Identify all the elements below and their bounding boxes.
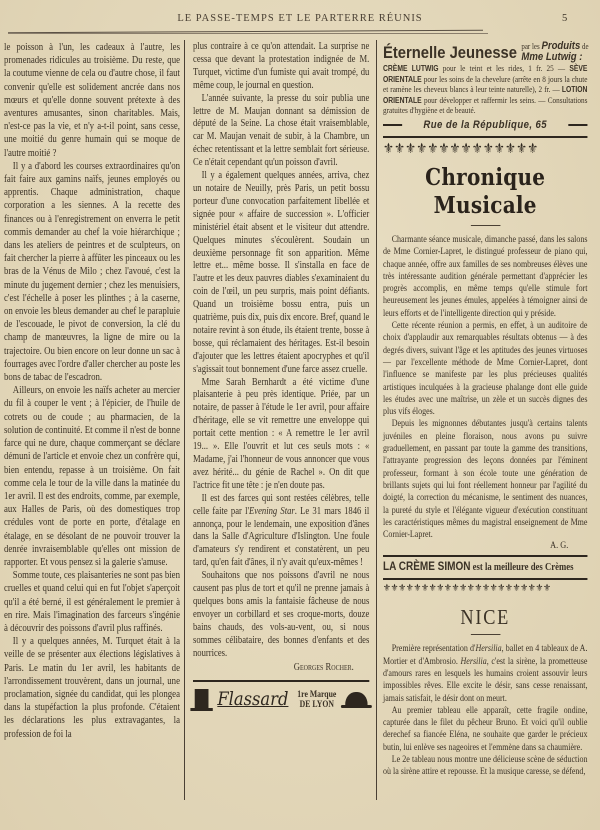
text-run: Première représentation d' [391, 643, 476, 654]
hat-advertisement [193, 682, 369, 716]
italic-title: Evening Star [249, 505, 295, 517]
paragraph [383, 319, 587, 417]
paragraph [383, 753, 587, 778]
text-run: Depuis les mignonnes débutantes jusqu'à certains talents juvéniles en pleine floraison, nous avons pu suivre graduellement, en passant par toute la gamme des transitions, l'attrayante progression des leçons données par l'éminent professeur, formant à son école toute une génération de brillants sujets qui lui font réellement honneur par l'agilité du doigté, la correction du mécanisme, le sentiment des nuances, la pureté du style et l'élégante vigueur d'exécution constituant les caractéristiques mêmes du magistral enseignement de Mme Cornier-Lapret. [383, 418, 588, 540]
chronique-signature: A. G. [550, 541, 569, 552]
product-desc: pour le teint et les rides, 1 fr. 25 — [438, 64, 570, 73]
hat-ad-tagline [297, 689, 336, 709]
page-number: 5 [562, 13, 568, 24]
chronique-body [383, 233, 587, 540]
paragraph [193, 41, 369, 93]
nice-title: NICE [460, 605, 511, 630]
section-rule [383, 578, 587, 580]
article-body [193, 41, 369, 661]
italic-title: Hersilia [475, 643, 502, 654]
column-divider [184, 40, 185, 800]
paragraph [4, 635, 180, 741]
hat-brand-logo: Flassard [217, 687, 289, 710]
hat-ad-line2: DE LYON [299, 699, 334, 710]
chronique-title: Chronique Musicale [425, 163, 546, 219]
product-desc: pour développer et raffermir les seins. — Consultations gratuites d'hygiène et de beauté. [383, 95, 588, 116]
text-run: , ballet en 4 tableaux de A. Mortier et d'Ambrosio. [383, 643, 588, 666]
article-column-1 [4, 41, 180, 741]
simon-slogan: est la meilleure des Crèmes [470, 562, 574, 574]
column-divider [376, 40, 377, 800]
lutwig-advertisement [383, 41, 587, 132]
address-text: Rue de la République, 65 [423, 118, 548, 131]
paragraph [4, 41, 180, 160]
product-name: SÈVE ORIENTALE [383, 64, 588, 84]
section-rule [383, 136, 587, 138]
simon-advertisement [383, 560, 587, 575]
paragraph [4, 569, 180, 635]
text-run: plus contraire à ce qu'on attendait. La surprise ne cessa que devant la protestation indignée de M. Turquet, victime d'un fumiste qui avait trompé, du même coup, le journal en question. [193, 41, 370, 91]
hat-ad-line1: 1re Marque [297, 689, 337, 700]
text-run: Somme toute, ces plaisanteries ne sont pas bien cruelles et quand celui qui en fut l'objet s'aperçoit qu'il a été berné, il est généralement le premier à en rire. Mais l'imagination des farceurs s'ingénie à découvrir des poissons d'avril plus raffinés. [4, 570, 180, 634]
paragraph [193, 93, 369, 170]
text-run: , c'est la sirène, la prometteuse d'amours rares en lesquels les humains croient assouvir leurs impossibles rêves. Elle excite le désir, sans cesse renaissant, jamais satisfait, le désir dont on meurt. [383, 655, 588, 703]
text-run: Cette récente réunion a permis, en effet, à un auditoire de choix d'applaudir aux remarquables résultats obtenus — à des degrés divers, suivant l'âge et les aptitudes des jeunes virtuoses — par l'excellente méthode de Mme Cornier-Lapret, dont l'influence se manifeste par les plus précieuses qualités artistiques inculquées à la gracieuse phalange dont elle guide les études avec une maîtrise, un zèle et un succès dignes des plus vifs éloges. [383, 320, 588, 417]
top-hat-icon [195, 689, 209, 709]
text-run: Il est des farces qui sont restées célèbres, telle celle faite par l' [193, 492, 370, 517]
ad-de: de [582, 42, 589, 51]
text-run: le poisson à l'un, les cadeaux à l'autre, les promenades ridicules au troisième. Du reste, que la coutume vienne de cela ou d'autre chose, il faut convenir qu'elle est solidement ancrée dans nos mœurs et qu'elle donne souvent prétexte à des aventures amusantes, sinon charitables. Mais, n'est-ce pas la vie, et n'y a-t-il point, sans cesse, une moitié du genre humain qui se moque de l'autre moitié ? [4, 42, 180, 159]
paragraph [383, 417, 587, 540]
ad-title: Éternelle Jeunesse [383, 43, 518, 62]
ad-products: Produits [541, 40, 581, 52]
text-run: L'année suivante, la presse du soir publia une lettre de M. Maujan donnant sa démission de député de la Seine. La chose était vraisemblable, car M. Maujan venait de subir, à la Chambre, un échec retentissant et la lettre semblait fort sérieuse. Ce n'était cependant qu'un poisson d'avril. [193, 92, 370, 169]
product-desc: pour les soins de la chevelure (arrête en 8 jours la chute et ramène les cheveux blancs à leur teinte naturelle), 2 fr. — [383, 74, 588, 95]
paragraph [383, 233, 587, 319]
text-run: Ailleurs, on envoie les naïfs acheter au mercier du fil à couper le vent ; à l'épicier, de l'huile de cotrets ou de coude ; au pharmacien, de la solution de continuité. Et comme il n'est de bonne farce qui ne dure, chaque commerçant se déclare démuni de l'article et envoie chez un confrère qui, bien entendu, repasse à un troisième. On fait comme cela le tour de la ville dans la matinée du 1er avril. Il est des endroits, comme, par exemple, aux Halles de Paris, où des domestiques trop crédules vont de porte en porte, d'étalage en étalage, en se désolant de ne pouvoir trouver la denrée invraisemblable qu'elles ont mission de rapporter. Et vous pensez si la galerie s'amuse. [4, 385, 180, 568]
text-run: Il y a d'abord les courses extraordinaires qu'on fait faire aux gamins naïfs, jeunes employés ou apprentis. Chaque administration, chaque corporation a les siennes. A la recette des finances ou à l'enregistrement on enverra le petit commis demander au chef la voie hiérarchique ; dans les ateliers de peintres et de sculpteurs, on fait chercher la pierre à affûter les pinceaux ou les bras de la Vénus de Milo ; chez l'avoué, c'est la minute du jugement dernier ; chez les menuisiers, c'est l'échelle à poser les plinthes ; à la caserne, on envoie les bleus demander au chef le parapluie de l'escouade, le pivot de conversion, la clé du champ de manœuvres, la ligne de mire ou la trajectoire. Ou bien encore on leur donne un sac à fourrages avec l'ordre d'aller chercher au poste les bons de tabac de l'escadron. [4, 160, 180, 384]
text-run: Souhaitons que nos poissons d'avril ne nous causent pas plus de tort et qu'il ne prenne jamais à quelques bons amis la fantaisie fâcheuse de nous envoyer un corbillard et ses croque-morts, douze bains chauds, des vols-au-vent, ou, si nous sommes célibataire, des bonnes d'enfants et des nourrices. [193, 570, 370, 659]
ad-address [383, 118, 587, 132]
product-name: CRÈME LUTWIG [383, 64, 439, 73]
paragraph [383, 704, 587, 753]
text-run: Mme Sarah Bernhardt a été victime d'une plaisanterie à peu près identique. Priée, par un notaire, de passer à l'étude le 1er avril, pour affaire d'héritage, elle se vit remettre une enveloppe qui portait cette mention : « A remettre le 1er avril 19... ». Elle l'ouvrit et lut ces seuls mots : « Madame, j'ai l'honneur de vous annoncer que vous avez hérité... du génie de Rachel ». On dit que l'actrice fit une tête : je n'en doute pas. [193, 376, 370, 491]
header-rule [8, 33, 488, 34]
paragraph [4, 160, 180, 384]
text-run: Au premier tableau elle apparaît, cette fragile ondine, capturée dans le filet du pêcheur Bruno. Et voici qu'il oublie derechef sa fiancée Eléna, ne souhaite que garder le précieux butin, lui enlève ses nageoires et l'emmène dans sa chaumière. [383, 704, 588, 752]
bowler-hat-icon [345, 692, 367, 706]
simon-brand: LA CRÈME SIMON [383, 561, 471, 574]
ad-by: par les [521, 42, 540, 51]
paragraph [193, 377, 369, 493]
paragraph [383, 642, 587, 703]
text-run: Le 2e tableau nous montre une délicieuse scène de séduction où la sirène attire et repousse. Et la musique caresse, se défend, [383, 754, 588, 777]
title-rule [470, 225, 500, 226]
running-title: LE PASSE-TEMPS ET LE PARTERRE RÉUNIS [177, 13, 423, 24]
paragraph [4, 384, 180, 569]
section-rule [383, 555, 587, 557]
fleur-de-lis-ornament: ⚜⚜⚜⚜⚜⚜⚜⚜⚜⚜⚜⚜⚜⚜⚜⚜⚜⚜⚜⚜⚜⚜ [383, 583, 551, 595]
fleur-de-lis-ornament: ⚜⚜⚜⚜⚜⚜⚜⚜⚜⚜⚜⚜⚜⚜ [383, 141, 539, 157]
ad-body [383, 64, 587, 117]
column-3 [383, 41, 587, 778]
text-run: Il y a quelques années, M. Turquet était à la veille de se présenter aux élections législatives à Paris. Le matin du 1er avril, les habitants de l'arrondissement trouvèrent, dans un journal, une proclamation, signée du candidat, qui les plongea dans la stupéfaction la plus profonde. C'étaient les déclarations les plus extravagantes, la profession de foi la [4, 636, 180, 740]
text-run: Il y a également quelques années, arriva, chez un notaire de Neuilly, près Paris, un petit bossu porteur d'une convocation parfaitement libellée et signée pour « affaire de succession ». L'officier ministériel était absent et le visiteur dut attendre. Quelques minutes s'écoulèrent. Soudain un deuxième personnage fit son apparition. Même lettre et... même bosse. Il s'installa en face de l'autre et les deux pauvres diables s'examinaient du coin de l'œil, un peu surpris, mais point défiants. Quand un troisième bossu entra, puis un quatrième, puis dix, puis dix encore. Bref, quand le notaire revint à son étude, ils étaient trente, bosse à bosse, qui réclamaient des héritages. Est-il besoin d'ajouter que les lettres étaient apocryphes et qu'il s'agissait tout bonnement d'une farce assez cruelle. [193, 170, 370, 375]
author-signature: Georges Rocher. [293, 661, 354, 673]
nice-body [383, 642, 587, 777]
paragraph [193, 170, 369, 377]
italic-title: Hersilia [460, 655, 487, 666]
ad-brand-name: Mme Lutwig : [521, 51, 583, 63]
product-name: LOTION ORIENTALE [383, 85, 588, 105]
text-run: . Le 31 mars 1846 il annonça, pour le lendemain, une exposition d'ânes dans la Salle d'Agriculture d'Islington. Une foule d'amateurs s'y rendirent et constatèrent, un peu tard, qu'en fait d'ânes, il n'y avait qu'eux-mêmes ! [193, 505, 370, 569]
title-rule [470, 634, 500, 635]
paragraph [193, 570, 369, 660]
paragraph [193, 493, 369, 570]
text-run: Charmante séance musicale, dimanche passé, dans les salons de Mme Cornier-Lapret, le distingué professeur de piano qui, chaque année, offre aux familles de ses nombreuses élèves une très intéressante audition générale permettant d'apprécier les progrès accomplis, en même temps qu'elle stimule fort heureusement les jeunes émules, appelées à témoigner ainsi de leurs efforts et de l'intelligente direction qui y préside. [383, 233, 588, 318]
article-column-2 [193, 41, 369, 716]
